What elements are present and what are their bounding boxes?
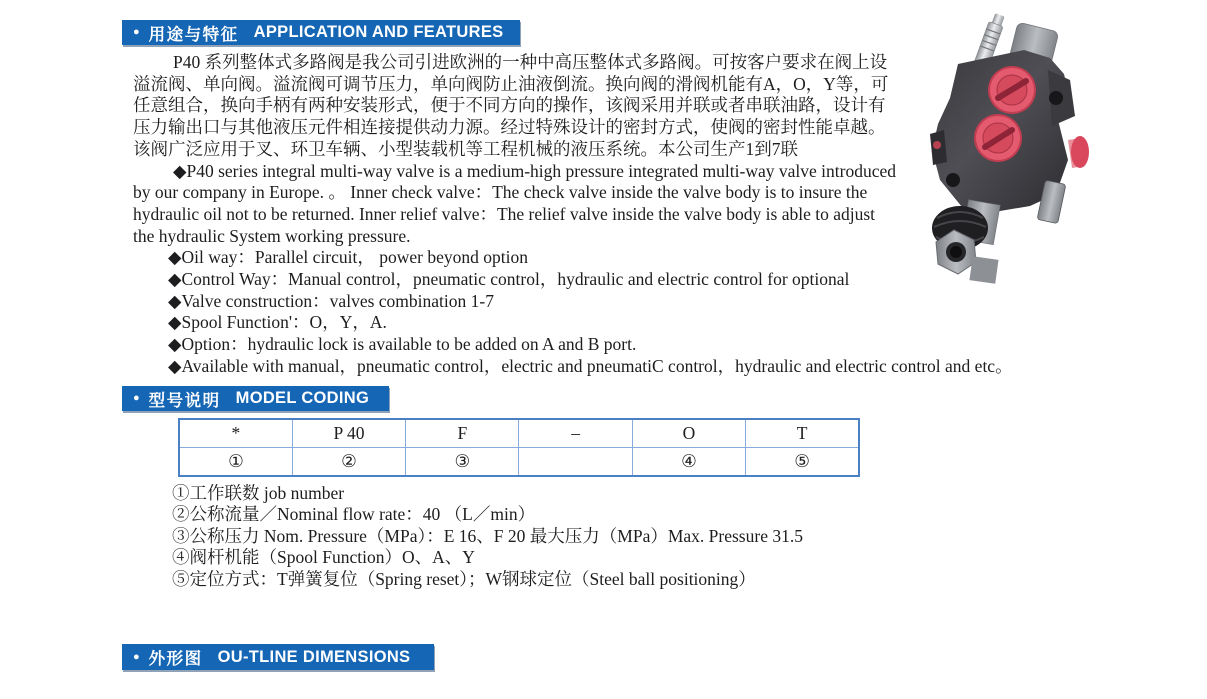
table-cell: O <box>632 419 745 448</box>
outline-title-cn: 外形图 <box>148 650 203 668</box>
features-title-en: APPLICATION AND FEATURES <box>253 23 504 41</box>
mounting-hole <box>946 173 960 187</box>
product-photo <box>928 12 1092 284</box>
table-cell: P 40 <box>292 419 405 448</box>
features-title-cn: 用途与特征 <box>148 25 239 44</box>
section-header-outline <box>122 644 434 670</box>
paragraph-line: by our company in Europe. 。 Inner check valve：The check valve inside the valve body is to insure the <box>133 182 868 203</box>
model-coding-list <box>172 483 803 590</box>
model-coding-table <box>178 418 860 477</box>
paragraph-line: 任意组合，换向手柄有两种安装形式，便于不同方向的操作，该阀采用并联或者串联油路，设计有 <box>133 95 886 116</box>
model-coding-item: ④阀杆机能（Spool Function）O、A、Y <box>172 547 475 568</box>
table-cell <box>519 448 632 477</box>
mounting-hole <box>1049 91 1063 105</box>
section-header-model-coding <box>122 386 389 411</box>
table-cell: ③ <box>406 448 519 477</box>
section-header-features <box>122 20 520 45</box>
model-coding-item: ①工作联数 job number <box>172 483 345 503</box>
table-cell: ② <box>292 448 405 477</box>
outline-title-en: OU-TLINE DIMENSIONS <box>217 647 411 666</box>
model-coding-title-en: MODEL CODING <box>235 389 370 407</box>
feature-bullet-item: ◆Control Way：Manual control，pneumatic control，hydraulic and electric control for optional <box>168 269 850 290</box>
table-row <box>179 419 859 448</box>
paragraph-line: P40 系列整体式多路阀是我公司引进欧洲的一种中高压整体式多路阀。可按客户要求在阀上设 <box>173 52 888 72</box>
feature-bullet-item: ◆Available with manual，pneumatic control，electric and pneumatiC control，hydraulic and electric control and etc。 <box>168 355 1013 376</box>
bullet-icon: ● <box>133 650 140 663</box>
paragraph-line: 压力输出口与其他液压元件相连接提供动力源。经过特殊设计的密封方式，使阀的密封性能卓越。 <box>133 117 886 138</box>
model-coding-item: ②公称流量／Nominal flow rate：40 （L／min） <box>172 504 536 525</box>
bottom-foot <box>969 256 998 283</box>
bullet-icon: ● <box>133 26 140 38</box>
bullet-icon: ● <box>133 392 140 404</box>
model-coding-title-cn: 型号说明 <box>148 391 221 410</box>
paragraph-line: 该阀广泛应用于叉、环卫车辆、小型装载机等工程机械的液压系统。本公司生产1到7联 <box>133 138 798 159</box>
feature-bullet-item: ◆Spool Function'：O，Y，A. <box>168 312 387 333</box>
table-cell: – <box>519 419 632 448</box>
feature-bullet-item: ◆Oil way：Parallel circuit， power beyond option <box>168 247 528 268</box>
paragraph-line: 溢流阀、单向阀。溢流阀可调节压力，单向阀防止油液倒流。换向阀的滑阀机能有A，O，Y等，可 <box>133 73 889 94</box>
table-cell: ⑤ <box>746 448 859 477</box>
red-port-plug <box>988 66 1036 114</box>
table-cell: T <box>746 419 859 448</box>
table-cell: ④ <box>632 448 745 477</box>
paragraph-line: the hydraulic System working pressure. <box>133 225 411 246</box>
model-coding-item: ⑤定位方式：T弹簧复位（Spring reset）；W钢球定位（Steel ball positioning） <box>172 568 756 589</box>
model-coding-item: ③公称压力 Nom. Pressure（MPa）：E 16、F 20 最大压力（MPa）Max. Pressure 31.5 <box>172 525 803 546</box>
paragraph-line: hydraulic oil not to be returned. Inner relief valve：The relief valve inside the valve body is able to adjust <box>133 203 876 224</box>
feature-bullet-item: ◆Valve construction：valves combination 1-7 <box>168 290 494 311</box>
paragraph-line: ◆P40 series integral multi-way valve is a medium-high pressure integrated multi-way valve introduced <box>173 160 896 181</box>
feature-bullet-item: ◆Option：hydraulic lock is available to be added on A and B port. <box>168 334 637 355</box>
table-cell: * <box>179 419 292 448</box>
features-text-block <box>133 52 1013 378</box>
table-row <box>179 448 859 477</box>
red-port-plug <box>974 114 1022 162</box>
table-cell: F <box>406 419 519 448</box>
table-cell: ① <box>179 448 292 477</box>
